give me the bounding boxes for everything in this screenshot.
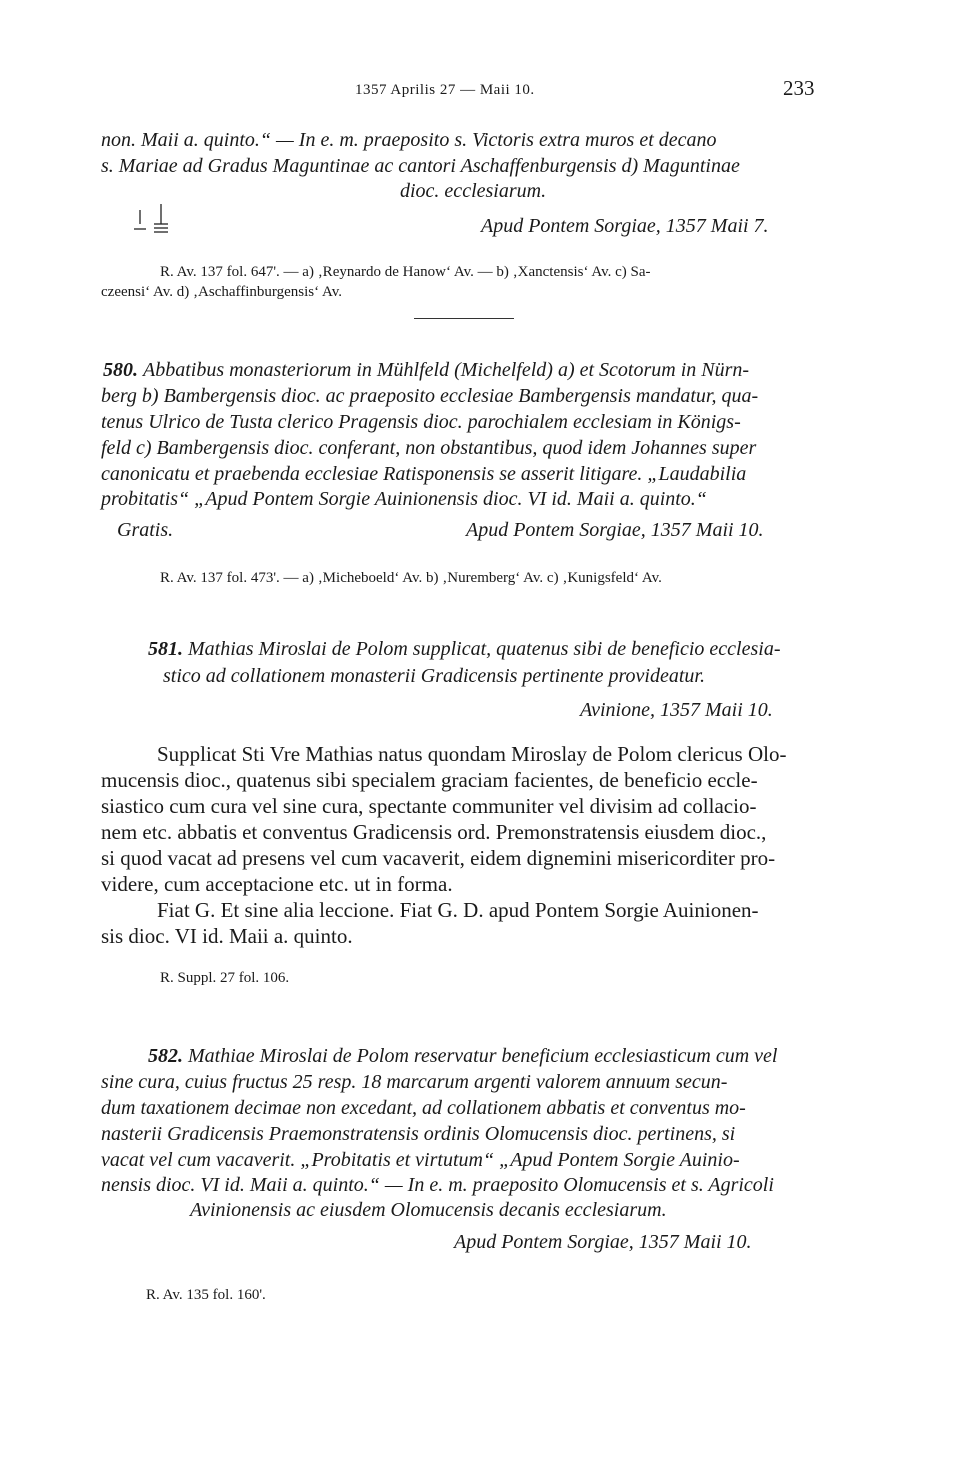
regest-line: Mathiae Miroslai de Polom reservatur beneficium ecclesiasticum cum vel bbox=[188, 1045, 778, 1067]
regest-line: Avinionensis ac eiusdem Olomucensis decanis ecclesiarum. bbox=[190, 1199, 667, 1221]
footnote-line: R. Suppl. 27 fol. 106. bbox=[160, 970, 290, 986]
regest-line: berg b) Bambergensis dioc. ac praeposito ecclesiae Bambergensis mandatur, qua- bbox=[101, 385, 759, 407]
regest-line: stico ad collationem monasterii Gradicensis pertinente provideatur. bbox=[163, 665, 705, 687]
body-line: siastico cum cura vel sine cura, spectante communiter vel divisim ad collacio- bbox=[101, 794, 757, 818]
entry-582 bbox=[148, 1044, 777, 1068]
text-line: dioc. ecclesiarum. bbox=[400, 180, 547, 202]
text-line: non. Maii a. quinto.“ — In e. m. praeposito s. Victoris extra muros et decano bbox=[101, 129, 717, 151]
dateline: Apud Pontem Sorgiae, 1357 Maii 10. bbox=[454, 1231, 752, 1253]
gratis-note: Gratis. bbox=[117, 519, 174, 541]
regest-line: feld c) Bambergensis dioc. conferant, non obstantibus, quod idem Johannes super bbox=[101, 437, 757, 459]
footnote-line: R. Av. 135 fol. 160'. bbox=[146, 1287, 266, 1303]
regest-line: Abbatibus monasteriorum in Mühlfeld (Michelfeld) a) et Scotorum in Nürn- bbox=[143, 359, 750, 381]
regest-line: probitatis“ „Apud Pontem Sorgie Auinionensis dioc. VI id. Maii a. quinto.“ bbox=[101, 488, 707, 510]
text-line: s. Mariae ad Gradus Maguntinae ac cantori Aschaffenburgensis d) Maguntinae bbox=[101, 155, 740, 177]
tax-mark-text bbox=[113, 235, 178, 259]
regest-line: nasterii Gradicensis Praemonstratensis ordinis Olomucensis dioc. pertinens, si bbox=[101, 1123, 736, 1145]
entry-number: 582. bbox=[148, 1045, 183, 1067]
regest-line: sine cura, cuius fructus 25 resp. 18 marcarum argenti valorem annuum secun- bbox=[101, 1071, 728, 1093]
section-divider bbox=[414, 318, 514, 319]
regest-line: Mathias Miroslai de Polom supplicat, quatenus sibi de beneficio ecclesia- bbox=[188, 638, 781, 660]
body-line: videre, cum acceptacione etc. ut in forma. bbox=[101, 872, 453, 896]
dateline: Apud Pontem Sorgiae, 1357 Maii 7. bbox=[481, 215, 769, 237]
body-line: sis dioc. VI id. Maii a. quinto. bbox=[101, 924, 353, 948]
body-line: mucensis dioc., quatenus sibi specialem graciam facientes, de beneficio eccle- bbox=[101, 768, 758, 792]
body-line: Fiat G. Et sine alia leccione. Fiat G. D. apud Pontem Sorgie Auinionen- bbox=[157, 898, 759, 922]
entry-580 bbox=[103, 358, 749, 382]
running-title: 1357 Aprilis 27 — Maii 10. bbox=[355, 82, 535, 98]
entry-number: 580. bbox=[103, 359, 138, 381]
page-number: 233 bbox=[783, 76, 815, 100]
body-line: Supplicat Sti Vre Mathias natus quondam Miroslay de Polom clericus Olo- bbox=[157, 742, 787, 766]
regest-line: nensis dioc. VI id. Maii a. quinto.“ — In e. m. praeposito Olomucensis et s. Agricoli bbox=[101, 1174, 774, 1196]
regest-line: dum taxationem decimae non excedant, ad collationem abbatis et conventus mo- bbox=[101, 1097, 746, 1119]
footnote-line: R. Av. 137 fol. 647'. — a) ‚Reynardo de Hanow‘ Av. — b) ‚Xanctensis‘ Av. c) Sa- bbox=[160, 264, 651, 280]
regest-line: vacat vel cum vacaverit. „Probitatis et virtutum“ „Apud Pontem Sorgie Auinio- bbox=[101, 1149, 740, 1171]
dateline: Avinione, 1357 Maii 10. bbox=[580, 699, 773, 721]
regest-line: tenus Ulrico de Tusta clerico Pragensis dioc. parochialem ecclesiam in Königs- bbox=[101, 411, 741, 433]
footnote-line: R. Av. 137 fol. 473'. — a) ‚Micheboeld‘ Av. b) ‚Nuremberg‘ Av. c) ‚Kunigsfeld‘ Av. bbox=[160, 570, 662, 586]
entry-number: 581. bbox=[148, 638, 183, 660]
entry-581 bbox=[148, 637, 781, 661]
dateline: Apud Pontem Sorgiae, 1357 Maii 10. bbox=[466, 519, 764, 541]
footnote-line: czeensi‘ Av. d) ‚Aschaffinburgensis‘ Av. bbox=[101, 284, 343, 300]
regest-line: canonicatu et praebenda ecclesiae Ratisponensis se asserit litigare. „Laudabilia bbox=[101, 463, 747, 485]
body-line: si quod vacat ad presens vel cum vacaverit, eidem dignemini misericorditer pro- bbox=[101, 846, 776, 870]
body-line: nem etc. abbatis et conventus Gradicensis ord. Premonstratensis eiusdem dioc., bbox=[101, 820, 767, 844]
